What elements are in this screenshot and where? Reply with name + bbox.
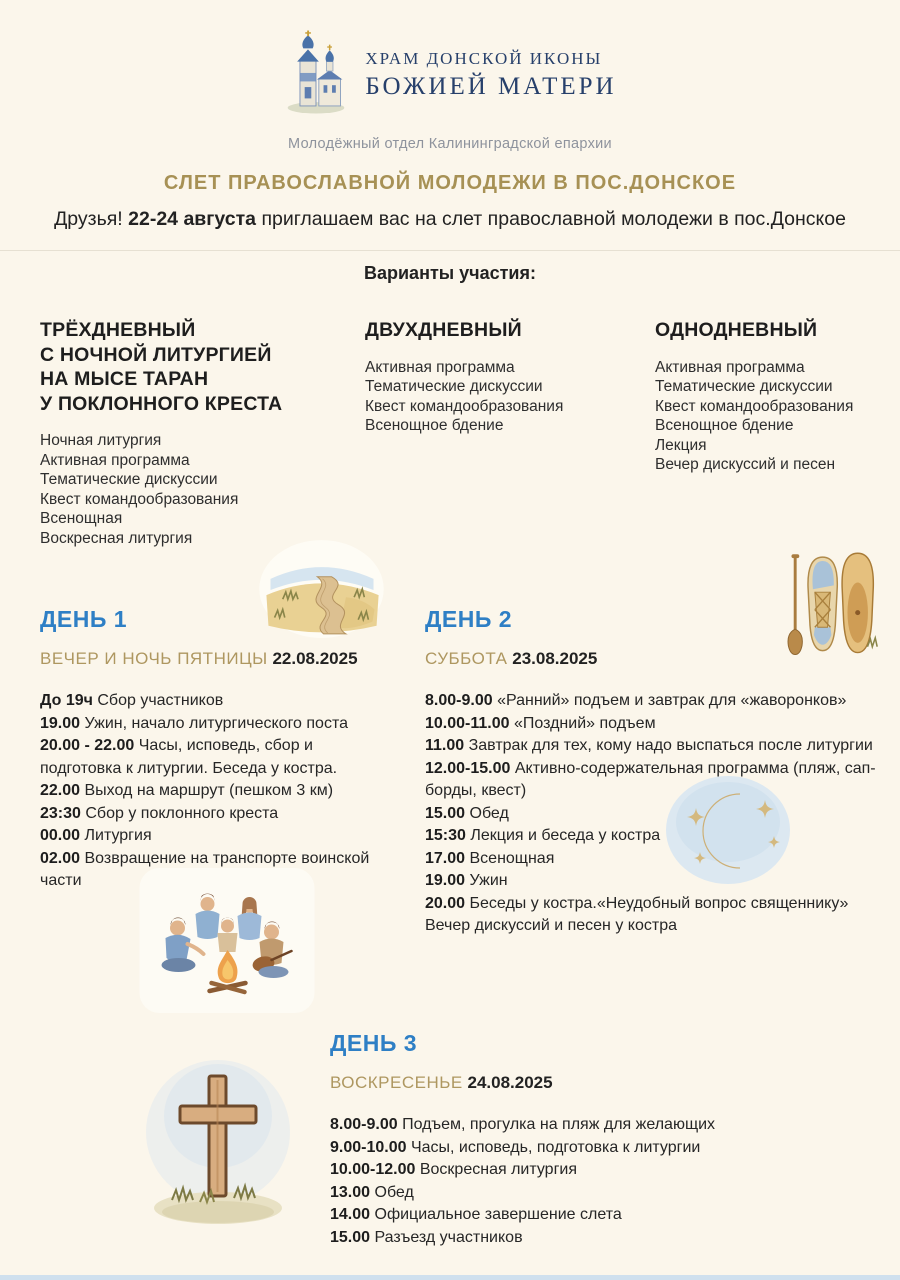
- schedule-text: «Ранний» подъем и завтрак для «жаворонков»: [497, 692, 847, 709]
- schedule-text: Обед: [469, 804, 509, 822]
- org-name-line2: БОЖИЕЙ МАТЕРИ: [365, 72, 617, 100]
- option-one-day-items: [655, 358, 878, 475]
- list-item: Всенощное бдение: [655, 417, 794, 434]
- schedule-time: 9.00-10.00: [330, 1138, 407, 1156]
- option-one-day-title: ОДНОДНЕВНЫЙ: [655, 319, 818, 341]
- day1-subtitle: ВЕЧЕР И НОЧЬ ПЯТНИЦЫ 22.08.2025: [40, 649, 358, 668]
- org-name-line1: ХРАМ ДОНСКОЙ ИКОНЫ: [365, 48, 603, 68]
- schedule-text: Выход на маршрут (пешком 3 км): [84, 782, 334, 799]
- list-item: Лекция: [655, 436, 707, 454]
- campfire-gathering-icon: [138, 868, 316, 1018]
- memorial-cross-icon: [138, 1050, 303, 1240]
- intro-dates: 22-24 августа: [128, 208, 257, 230]
- schedule-text: Литургия: [84, 827, 152, 844]
- schedule-time: 13.00: [330, 1183, 371, 1201]
- schedule-time: 15:30: [425, 827, 466, 844]
- schedule-text: Часы, исповедь, подготовка к литургии: [410, 1138, 701, 1156]
- participation-options: [40, 318, 878, 548]
- day2-subtitle: СУББОТА 23.08.2025: [425, 649, 598, 668]
- divider: [0, 250, 900, 251]
- schedule-time: 15.00: [330, 1228, 371, 1246]
- winding-path-icon: [258, 536, 386, 643]
- schedule-item: [425, 848, 883, 871]
- schedule-item: [425, 915, 883, 938]
- schedule-item: [40, 713, 392, 736]
- schedule-item: [330, 1114, 800, 1137]
- list-item: Вечер дискуссий и песен: [655, 456, 836, 473]
- option-two-day-title: ДВУХДНЕВНЫЙ: [365, 319, 522, 341]
- schedule-text: Часы, исповедь, сбор и подготовка к литургии. Беседа у костра.: [40, 737, 338, 777]
- schedule-text: Беседы у костра.«Неудобный вопрос священнику»: [469, 894, 849, 912]
- schedule-item: [40, 780, 392, 803]
- schedule-item: [425, 803, 883, 826]
- schedule-item: [330, 1227, 800, 1250]
- schedule-text: Завтрак для тех, кому надо выспаться после литургии: [468, 737, 873, 754]
- day1-schedule: [40, 690, 392, 893]
- list-item: Активная программа: [40, 451, 190, 469]
- list-item: Квест командообразования: [365, 397, 564, 415]
- schedule-text: Официальное завершение слета: [374, 1206, 622, 1223]
- org-name: [365, 49, 616, 101]
- option-one-day: [655, 318, 878, 548]
- schedule-text: Всенощная: [469, 849, 555, 867]
- list-item: Ночная литургия: [40, 432, 162, 449]
- list-item: Всенощная: [40, 510, 123, 527]
- crescent-moon-icon: [662, 772, 797, 895]
- schedule-text: Ужин: [469, 872, 508, 889]
- schedule-time: 8.00-9.00: [425, 692, 493, 709]
- schedule-time: 19.00: [425, 872, 466, 889]
- option-three-day-title: ТРЁХДНЕВНЫЙ С НОЧНОЙ ЛИТУРГИЕЙ НА МЫСЕ ТАРАН У ПОКЛОННОГО КРЕСТА: [40, 319, 283, 415]
- schedule-text: Вечер дискуссий и песен у костра: [425, 917, 677, 934]
- list-item: Тематические дискуссии: [655, 378, 833, 395]
- schedule-time: 11.00: [425, 737, 465, 754]
- schedule-time: 00.00: [40, 827, 81, 844]
- schedule-text: Ужин, начало литургического поста: [84, 714, 348, 732]
- list-item: Активная программа: [365, 358, 515, 376]
- schedule-item: [40, 825, 392, 848]
- schedule-time: 12.00-15.00: [425, 759, 511, 777]
- schedule-text: Подъем, прогулка на пляж для желающих: [402, 1116, 716, 1133]
- day3-subtitle: ВОСКРЕСЕНЬЕ 24.08.2025: [330, 1073, 553, 1092]
- schedule-time: 10.00-12.00: [330, 1161, 416, 1178]
- schedule-text: Активно-содержательная программа (пляж, сап-борды, квест): [425, 759, 876, 799]
- schedule-item: [425, 893, 883, 916]
- schedule-time: До 19ч: [40, 692, 93, 709]
- sup-boards-icon: [772, 540, 884, 663]
- list-item: Квест командообразования: [40, 490, 239, 508]
- schedule-time: 20.00: [425, 894, 466, 912]
- department-line: Молодёжный отдел Калининградской епархии: [288, 136, 612, 152]
- schedule-item: [425, 735, 883, 758]
- list-item: Всенощное бдение: [365, 417, 504, 434]
- schedule-item: [330, 1204, 800, 1227]
- schedule-item: [40, 803, 392, 826]
- schedule-text: Разъезд участников: [374, 1228, 523, 1246]
- day3-schedule: [330, 1114, 800, 1249]
- schedule-item: [425, 758, 883, 803]
- intro-prefix: Друзья!: [54, 208, 123, 230]
- schedule-time: 22.00: [40, 782, 81, 799]
- page-title: СЛЕТ ПРАВОСЛАВНОЙ МОЛОДЕЖИ В ПОС.ДОНСКОЕ: [163, 172, 737, 194]
- header: [0, 28, 900, 121]
- schedule-item: [330, 1137, 800, 1160]
- options-heading: Варианты участия:: [363, 263, 536, 283]
- schedule-item: [425, 690, 883, 713]
- schedule-text: Обед: [374, 1183, 414, 1201]
- schedule-time: 02.00: [40, 849, 81, 867]
- option-two-day-items: [365, 358, 655, 436]
- schedule-time: 14.00: [330, 1206, 371, 1223]
- church-logo-icon: [283, 28, 349, 121]
- day2-schedule: [425, 690, 883, 938]
- schedule-item: [330, 1182, 800, 1205]
- schedule-item: [40, 690, 392, 713]
- schedule-item: [425, 713, 883, 736]
- schedule-time: 8.00-9.00: [330, 1116, 398, 1133]
- option-two-day: [365, 318, 655, 548]
- option-three-day-items: [40, 431, 365, 548]
- schedule-text: Сбор участников: [97, 692, 224, 709]
- list-item: Тематические дискуссии: [365, 378, 543, 395]
- list-item: Воскресная литургия: [40, 529, 193, 547]
- schedule-text: Лекция и беседа у костра: [470, 827, 661, 844]
- day1-heading: ДЕНЬ 1: [40, 606, 128, 632]
- schedule-time: 15.00: [425, 804, 466, 822]
- schedule-time: 20.00 - 22.00: [40, 737, 135, 754]
- schedule-item: [425, 825, 883, 848]
- intro-suffix: приглашаем вас на слет православной молодежи в пос.Донское: [261, 208, 846, 230]
- schedule-text: Возвращение на транспорте воинской части: [40, 849, 370, 889]
- bottom-edge-strip: [0, 1275, 900, 1280]
- schedule-item: [330, 1159, 800, 1182]
- list-item: Тематические дискуссии: [40, 471, 218, 488]
- day3-heading: ДЕНЬ 3: [330, 1030, 418, 1056]
- schedule-text: «Поздний» подъем: [513, 714, 656, 732]
- schedule-item: [40, 735, 392, 780]
- list-item: Активная программа: [655, 358, 805, 376]
- schedule-text: Сбор у поклонного креста: [85, 804, 279, 822]
- schedule-time: 19.00: [40, 714, 81, 732]
- day2-heading: ДЕНЬ 2: [425, 606, 513, 632]
- schedule-time: 17.00: [425, 849, 466, 867]
- intro-line: [0, 208, 900, 231]
- schedule-text: Воскресная литургия: [419, 1161, 578, 1178]
- option-three-day: [40, 318, 365, 548]
- schedule-time: 23:30: [40, 804, 81, 822]
- day1-section: [40, 606, 392, 893]
- schedule-time: 10.00-11.00: [425, 714, 510, 732]
- schedule-item: [425, 870, 883, 893]
- day3-section: [330, 1030, 800, 1249]
- list-item: Квест командообразования: [655, 397, 854, 415]
